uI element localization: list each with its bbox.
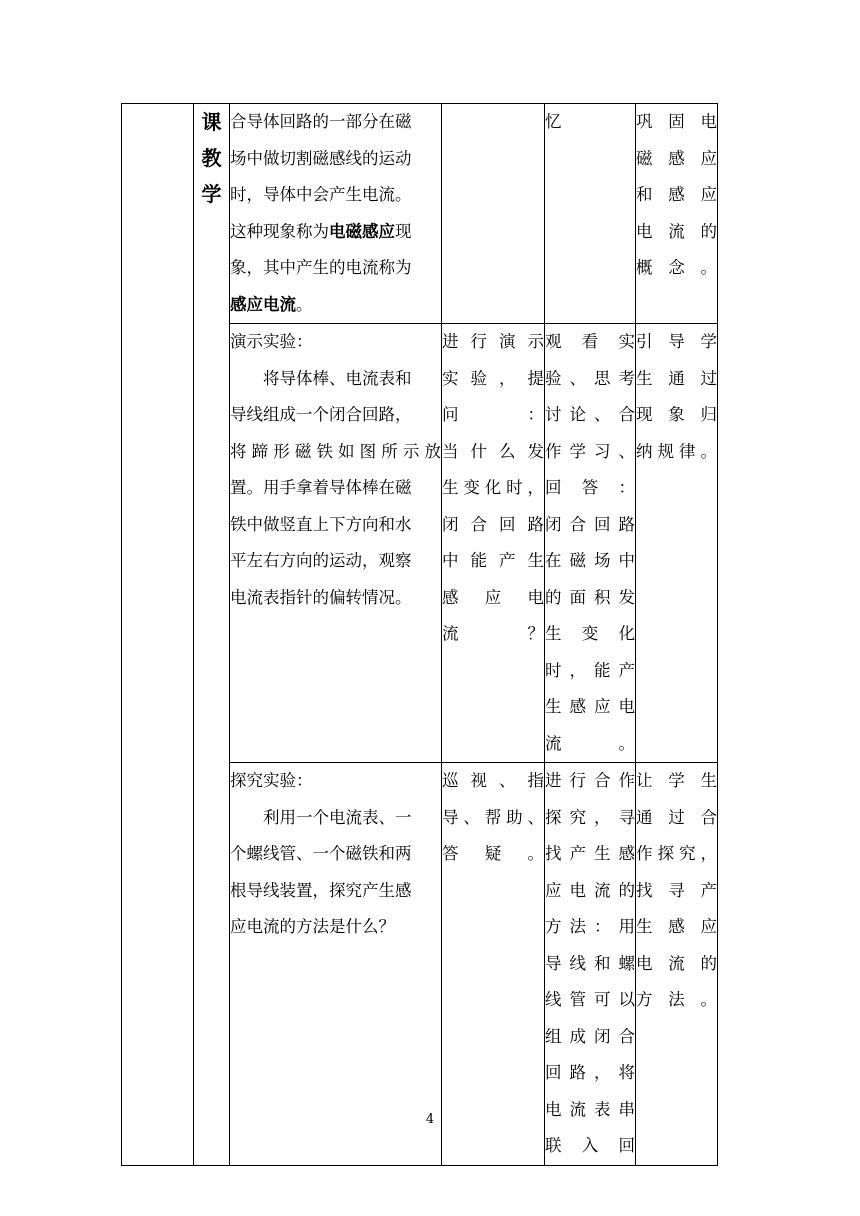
student-line: 应电流的 xyxy=(545,880,635,900)
content-line: 电流表指针的偏转情况。 xyxy=(230,587,412,607)
student-cell-1 xyxy=(545,104,636,324)
student-line: 讨论、合 xyxy=(545,405,635,424)
content-line: 应电流的方法是什么？ xyxy=(230,917,395,936)
purpose-cell-3 xyxy=(636,763,718,1166)
student-line: 探究，寻 xyxy=(545,807,635,827)
purpose-line: 和感应 xyxy=(636,185,717,204)
student-line: 生感应电 xyxy=(545,697,635,716)
teacher-line: 闭合回路 xyxy=(442,514,544,534)
student-line: 流。 xyxy=(545,733,635,753)
content-cell-2 xyxy=(230,324,442,763)
teacher-line: 感应电 xyxy=(442,587,544,607)
stage-label-char: 教 xyxy=(201,146,222,170)
student-line: 联入回 xyxy=(545,1136,635,1155)
teacher-line: 进行演示 xyxy=(442,332,544,351)
stage-label-char: 学 xyxy=(201,182,222,206)
purpose-line: 电流的 xyxy=(636,221,717,241)
content-line: 平左右方向的运动，观察 xyxy=(230,551,412,570)
term-electromagnetic-induction: 电磁感应 xyxy=(329,221,395,241)
purpose-line: 找寻产 xyxy=(636,880,717,900)
content-line: 利用一个电流表、一 xyxy=(263,807,412,827)
content-cell-1 xyxy=(230,104,442,324)
teacher-line: 流？ xyxy=(442,624,544,643)
content-line: 置。用手拿着导体棒在磁 xyxy=(230,478,412,497)
purpose-line: 概念。 xyxy=(636,258,717,277)
stage-label-cell xyxy=(194,104,230,1166)
teacher-line: 巡视、指 xyxy=(442,771,544,790)
purpose-line: 通过合 xyxy=(636,807,717,827)
student-line: 生变化 xyxy=(545,624,635,643)
purpose-line: 磁感应 xyxy=(636,148,717,168)
teacher-line: 当什么发 xyxy=(442,441,544,461)
purpose-line: 现象归 xyxy=(636,405,717,424)
student-line: 的面积发 xyxy=(545,587,635,607)
purpose-line: 电流的 xyxy=(636,953,717,973)
content-line: 时，导体中会产生电流。 xyxy=(230,185,412,204)
content-line: 将导体棒、电流表和 xyxy=(263,368,412,388)
student-line: 在磁场中 xyxy=(545,551,635,570)
student-line: 作学习、 xyxy=(545,441,635,461)
content-line: 这种现象称为电磁感应现 xyxy=(230,221,412,241)
content-cell-3 xyxy=(230,763,442,1166)
purpose-line: 引导学 xyxy=(636,332,717,351)
content-line: 导线组成一个闭合回路， xyxy=(230,405,412,424)
content-line: 象，其中产生的电流称为 xyxy=(230,258,412,277)
teacher-line: 生变化时， xyxy=(442,478,544,497)
student-line: 回路，将 xyxy=(545,1063,635,1082)
purpose-line: 纳规律。 xyxy=(636,441,717,461)
purpose-line: 巩固电 xyxy=(636,112,717,131)
content-line: 根导线装置，探究产生感 xyxy=(230,880,412,900)
content-line: 将蹄形磁铁如图所示放 xyxy=(230,441,441,461)
student-line: 方法：用 xyxy=(545,917,635,936)
purpose-line: 方法。 xyxy=(636,990,717,1009)
student-line: 验、思考 xyxy=(545,368,635,388)
teacher-line: 导、帮助、 xyxy=(442,807,544,827)
student-line: 电流表串 xyxy=(545,1099,635,1119)
purpose-line: 作探究， xyxy=(636,844,717,863)
content-line: 合导体回路的一部分在磁 xyxy=(230,112,412,131)
student-line: 忆 xyxy=(545,112,562,131)
page-number: 4 xyxy=(425,1112,435,1127)
purpose-line: 生感应 xyxy=(636,917,717,936)
teacher-line: 答疑。 xyxy=(442,844,544,863)
content-line: 场中做切割磁感线的运动 xyxy=(230,148,412,168)
student-line: 线管可以 xyxy=(545,990,635,1009)
student-line: 找产生感 xyxy=(545,844,635,863)
content-line: 探究实验： xyxy=(230,771,313,790)
student-line: 导线和螺 xyxy=(545,953,635,973)
teacher-line: 实验，提 xyxy=(442,368,544,388)
student-cell-3 xyxy=(545,763,636,1166)
student-line: 闭合回路 xyxy=(545,514,635,534)
teacher-line: 问： xyxy=(442,405,544,424)
purpose-line: 让学生 xyxy=(636,771,717,790)
teacher-cell-2 xyxy=(442,324,545,763)
student-cell-2 xyxy=(545,324,636,763)
student-line: 组成闭合 xyxy=(545,1026,635,1046)
student-line: 时，能产 xyxy=(545,660,635,680)
purpose-line: 生通过 xyxy=(636,368,717,388)
content-line: 个螺线管、一个磁铁和两 xyxy=(230,844,412,863)
content-line: 铁中做竖直上下方向和水 xyxy=(230,514,412,534)
purpose-cell-1 xyxy=(636,104,718,324)
purpose-cell-2 xyxy=(636,324,718,763)
content-line: 演示实验： xyxy=(230,332,313,351)
student-line: 回答： xyxy=(545,478,635,497)
teacher-cell-3 xyxy=(442,763,545,1166)
teacher-cell-1 xyxy=(442,104,545,324)
lesson-plan-table xyxy=(121,103,718,1166)
student-line: 进行合作 xyxy=(545,771,635,790)
term-induced-current: 感应电流 xyxy=(230,294,296,314)
content-line: 感应电流。 xyxy=(230,294,313,314)
teacher-line: 中能产生 xyxy=(442,551,544,570)
student-line: 观看实 xyxy=(545,332,635,351)
stage-label-char: 课 xyxy=(201,110,222,134)
blank-stage-column xyxy=(122,104,194,1166)
